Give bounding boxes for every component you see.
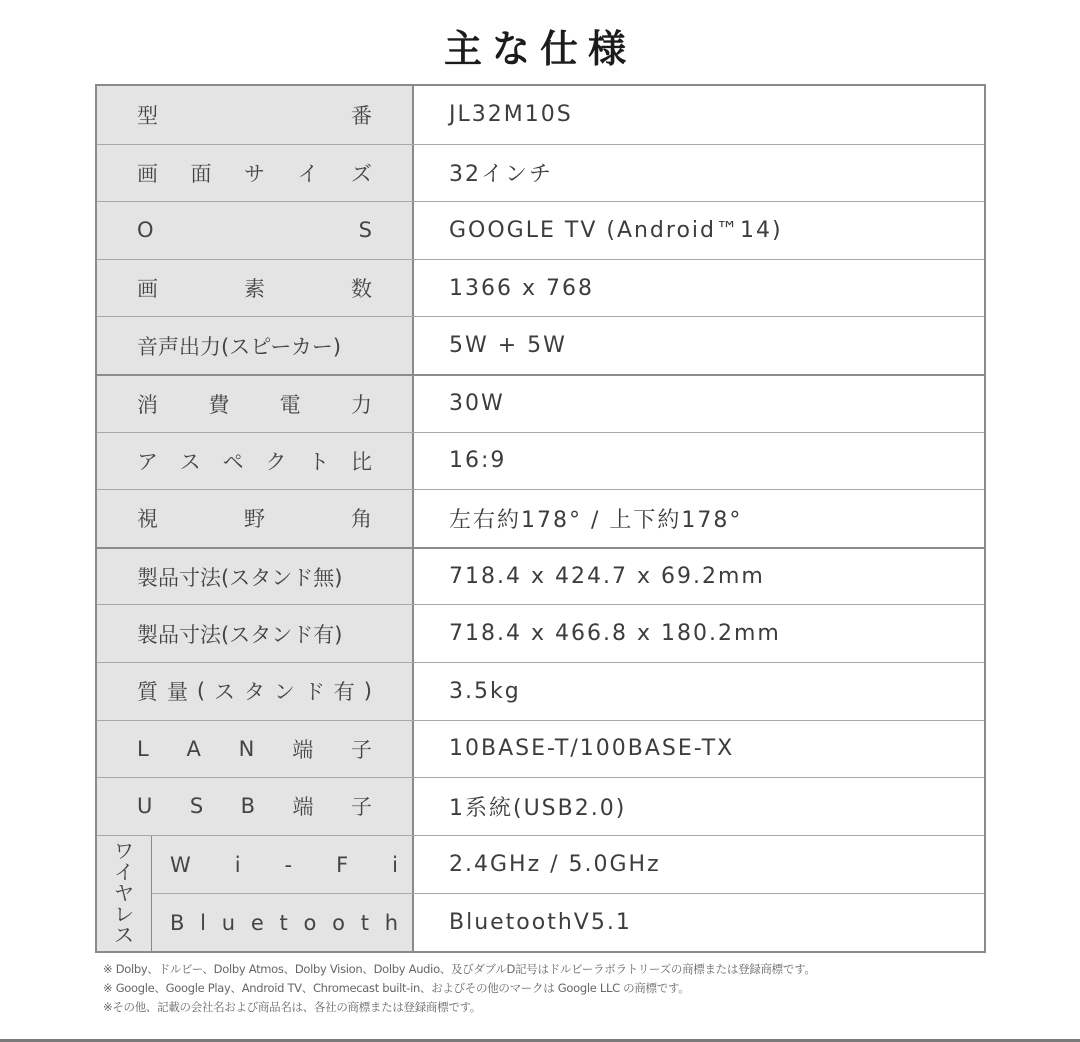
spec-label-char: h	[384, 910, 398, 935]
footnotes	[103, 960, 816, 1017]
spec-value: 32インチ	[414, 145, 984, 202]
spec-label-char: S	[358, 218, 372, 243]
spec-label-char: ペ	[222, 449, 244, 474]
spec-row	[97, 144, 984, 202]
spec-label-char: 画	[137, 277, 158, 302]
spec-row	[97, 604, 984, 662]
spec-row	[97, 662, 984, 720]
spec-label-char: 費	[208, 392, 230, 417]
spec-label-char: 画	[137, 161, 158, 186]
spec-label-char: ア	[137, 449, 158, 474]
spec-value: 1366 x 768	[414, 260, 984, 317]
page-title: 主な仕様	[443, 26, 636, 71]
spec-value: GOOGLE TV (Android™14)	[414, 202, 984, 259]
spec-row	[97, 259, 984, 317]
spec-label-char: U	[137, 794, 153, 819]
spec-label	[97, 778, 414, 835]
spec-table	[95, 84, 986, 953]
spec-label-char: N	[238, 736, 255, 761]
spec-label	[97, 202, 414, 259]
spec-label-char: 素	[244, 277, 265, 302]
spec-value: BluetoothV5.1	[414, 894, 984, 951]
spec-label	[97, 376, 414, 432]
spec-label-char: o	[303, 910, 317, 935]
spec-value: 1系統(USB2.0)	[414, 778, 984, 835]
spec-label	[152, 836, 414, 894]
spec-label-char: t	[279, 910, 288, 935]
spec-label-char: t	[360, 910, 369, 935]
footnote-dolby: ※ Dolby、ドルビー、Dolby Atmos、Dolby Vision、Dolby Audio、及びダブルD記号はドルビーラボラトリーズの商標または登録商標です。	[103, 962, 816, 976]
spec-label-char: 消	[137, 392, 158, 417]
spec-label	[97, 605, 414, 662]
spec-label	[97, 433, 414, 490]
spec-row	[97, 547, 984, 605]
wireless-group-label	[97, 836, 152, 951]
spec-label-char: S	[189, 794, 204, 819]
spec-label-char: e	[250, 910, 264, 935]
spec-label-text: 製品寸法(スタンド無)	[137, 565, 343, 590]
spec-label-char: サ	[244, 161, 265, 186]
spec-row	[97, 374, 984, 432]
spec-label-char: 力	[350, 392, 372, 417]
spec-label	[152, 894, 414, 951]
spec-label	[97, 317, 414, 374]
spec-label-char: 子	[350, 737, 372, 762]
spec-label-char: ス	[179, 449, 201, 474]
spec-row	[97, 201, 984, 259]
spec-label-char: 量	[166, 680, 188, 705]
spec-label-char: ド	[303, 680, 325, 705]
spec-label	[97, 663, 414, 720]
spec-label-char: -	[284, 852, 293, 877]
spec-label-char: 質	[137, 680, 158, 705]
spec-value: 16:9	[414, 433, 984, 490]
spec-label-char: 番	[351, 103, 372, 128]
spec-label	[97, 721, 414, 778]
spec-value: 左右約178° / 上下約178°	[414, 490, 984, 547]
spec-label-char: F	[336, 852, 349, 877]
footnote-google: ※ Google、Google Play、Android TV、Chromecast built-in、およびその他のマークは Google LLC の商標です。	[103, 981, 690, 995]
spec-rows	[97, 86, 984, 835]
spec-label-char: ス	[214, 680, 236, 705]
spec-label-char: 端	[292, 795, 314, 820]
spec-row	[152, 836, 984, 894]
spec-label-char: 子	[350, 795, 372, 820]
spec-label-char: 面	[190, 161, 212, 186]
spec-label-char: 端	[292, 737, 314, 762]
spec-label-char: O	[137, 218, 154, 243]
spec-label-char: 比	[350, 449, 372, 474]
wireless-label-char: イ	[114, 859, 134, 884]
spec-label	[97, 490, 414, 547]
spec-label-char: ン	[273, 680, 295, 705]
spec-label	[97, 145, 414, 202]
spec-value: 30W	[414, 376, 984, 432]
footnote-trademarks: ※その他、記載の会社名および商品名は、各社の商標または登録商標です。	[103, 1000, 482, 1014]
wireless-group	[97, 835, 984, 951]
spec-label-char: )	[363, 679, 372, 704]
spec-label-char: 型	[137, 103, 158, 128]
spec-value: 10BASE-T/100BASE-TX	[414, 721, 984, 778]
wireless-label-char: ス	[114, 922, 134, 947]
spec-label-char: イ	[297, 161, 319, 186]
spec-row	[97, 777, 984, 835]
spec-label-char: W	[170, 852, 191, 877]
spec-label-char: i	[392, 852, 398, 877]
spec-row	[97, 489, 984, 547]
spec-label-char: B	[170, 910, 185, 935]
wireless-label-char: レ	[114, 901, 134, 926]
spec-label-char: A	[186, 736, 201, 761]
wireless-rows	[152, 836, 984, 951]
spec-label-char: 角	[351, 507, 372, 532]
spec-label-char: 数	[351, 277, 372, 302]
spec-value: 3.5kg	[414, 663, 984, 720]
spec-label-char: L	[137, 736, 149, 761]
spec-row	[152, 893, 984, 951]
spec-label	[97, 549, 414, 605]
spec-label-char: u	[221, 910, 236, 935]
spec-value: 5W + 5W	[414, 317, 984, 374]
spec-label-char: 電	[279, 392, 301, 417]
spec-label	[97, 86, 414, 144]
spec-label-char: 視	[137, 507, 158, 532]
spec-label-text: 製品寸法(スタンド有)	[137, 622, 343, 647]
spec-value: 2.4GHz / 5.0GHz	[414, 836, 984, 894]
spec-label	[97, 260, 414, 317]
spec-row	[97, 720, 984, 778]
spec-value: 718.4 x 466.8 x 180.2mm	[414, 605, 984, 662]
spec-row	[97, 316, 984, 374]
wireless-label-char: ワ	[114, 838, 134, 863]
spec-label-char: ト	[308, 449, 330, 474]
spec-row	[97, 86, 984, 144]
spec-value: JL32M10S	[414, 86, 984, 144]
spec-label-char: 野	[244, 507, 265, 532]
spec-label-char: ク	[265, 449, 287, 474]
spec-label-char: ズ	[351, 161, 372, 186]
wireless-label-char: ヤ	[114, 880, 134, 905]
spec-label-char: タ	[243, 680, 265, 705]
spec-label-char: i	[234, 852, 241, 877]
spec-label-char: (	[196, 679, 206, 704]
spec-label-text: 音声出力(スピーカー)	[137, 334, 342, 359]
spec-label-char: o	[332, 910, 345, 935]
spec-row	[97, 432, 984, 490]
spec-label-char: 有	[333, 680, 355, 705]
spec-label-char: l	[200, 910, 207, 935]
spec-value: 718.4 x 424.7 x 69.2mm	[414, 549, 984, 605]
spec-label-char: B	[240, 794, 256, 819]
